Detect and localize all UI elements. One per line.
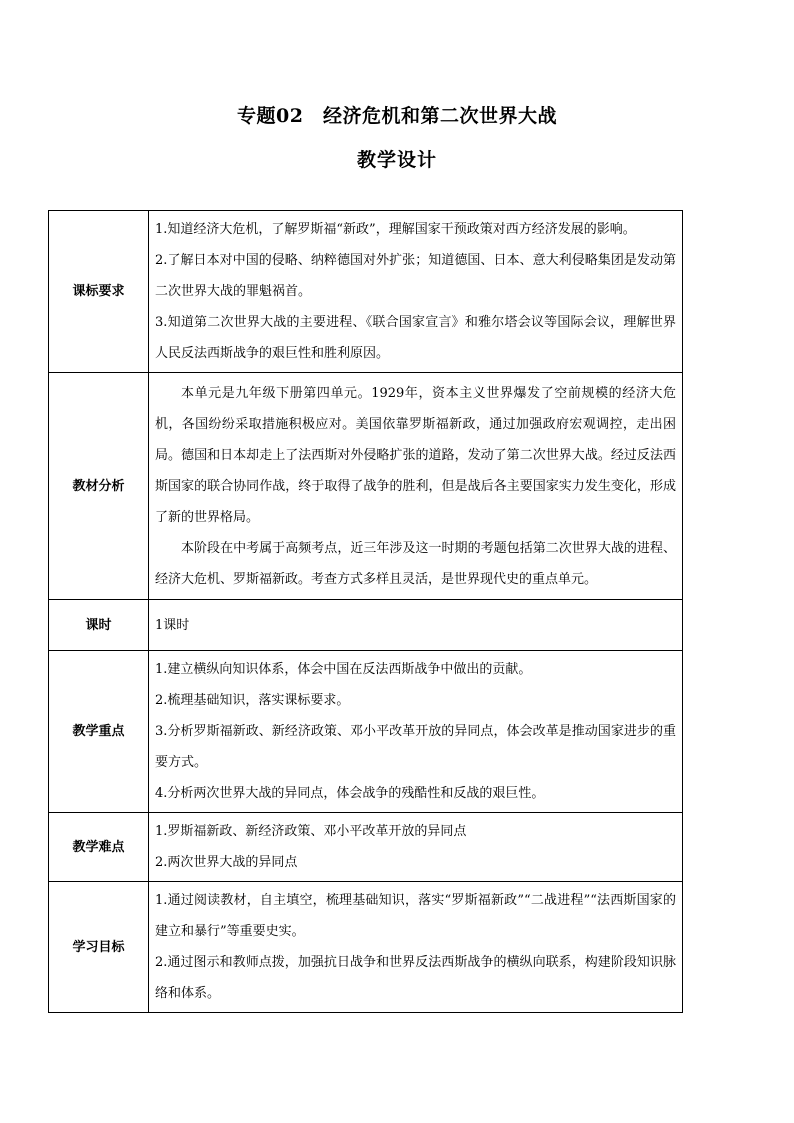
- paragraph: 2.梳理基础知识，落实课标要求。: [155, 693, 350, 708]
- paragraph: 1.建立横纵向知识体系，体会中国在反法西斯战争中做出的贡献。: [155, 662, 532, 677]
- row-content: [149, 373, 683, 600]
- paragraph: 本阶段在中考属于高频考点，近三年涉及这一时期的考题包括第二次世界大战的进程、经济大危机、罗斯福新政。考查方式多样且灵活，是世界现代史的重点单元。: [155, 540, 676, 587]
- paragraph: 本单元是九年级下册第四单元。1929年，资本主义世界爆发了空前规模的经济大危机，各国纷纷采取措施积极应对。美国依靠罗斯福新政，通过加强政府宏观调控，走出困局。德国和日本却走上了法西斯对外侵略扩张的道路，发动了第二次世界大战。经过反法西斯国家的联合协同作战，终于取得了战争的胜利，但是战后各主要国家实力发生变化，形成了新的世界格局。: [155, 385, 676, 525]
- row-content: [149, 651, 683, 813]
- paragraph: 4.分析两次世界大战的异同点，体会战争的残酷性和反战的艰巨性。: [155, 786, 545, 801]
- row-content: [149, 211, 683, 373]
- row-content: [149, 813, 683, 882]
- table-row-teaching-difficulties: [49, 813, 683, 882]
- table-row-teaching-focus: [49, 651, 683, 813]
- row-label: 学习目标: [49, 882, 149, 1013]
- row-content: [149, 882, 683, 1013]
- paragraph: 1课时: [155, 617, 190, 633]
- paragraph: 1.罗斯福新政、新经济政策、邓小平改革开放的异同点: [155, 824, 467, 839]
- document-title: 专题02 经济危机和第二次世界大战: [237, 105, 557, 127]
- paragraph: 2.了解日本对中国的侵略、纳粹德国对外扩张；知道德国、日本、意大利侵略集团是发动第二次世界大战的罪魁祸首。: [155, 253, 676, 299]
- row-label: 课标要求: [49, 211, 149, 373]
- document-subtitle: 教学设计: [356, 149, 437, 171]
- table-row-curriculum-requirements: [49, 211, 683, 373]
- row-label: 教材分析: [49, 373, 149, 600]
- table-row-learning-objectives: [49, 882, 683, 1013]
- paragraph: 1.知道经济大危机，了解罗斯福“新政”，理解国家干预政策对西方经济发展的影响。: [155, 222, 636, 237]
- paragraph: 3.分析罗斯福新政、新经济政策、邓小平改革开放的异同点，体会改革是推动国家进步的重要方式。: [155, 724, 676, 770]
- paragraph: 3.知道第二次世界大战的主要进程、《联合国家宣言》和雅尔塔会议等国际会议，理解世界人民反法西斯战争的艰巨性和胜利原因。: [155, 315, 676, 361]
- paragraph: 2.两次世界大战的异同点: [155, 855, 298, 870]
- row-label: 教学难点: [49, 813, 149, 882]
- paragraph: 2.通过图示和教师点拨，加强抗日战争和世界反法西斯战争的横纵向联系，构建阶段知识脉络和体系。: [155, 955, 676, 1001]
- table-row-textbook-analysis: [49, 373, 683, 600]
- paragraph: 1.通过阅读教材，自主填空，梳理基础知识，落实“罗斯福新政”“二战进程”“法西斯国家的建立和暴行”等重要史实。: [155, 893, 676, 939]
- table-row-class-hours: [49, 600, 683, 651]
- row-label: 课时: [49, 600, 149, 651]
- row-content: [149, 600, 683, 651]
- teaching-design-table: [48, 210, 683, 1013]
- row-label: 教学重点: [49, 651, 149, 813]
